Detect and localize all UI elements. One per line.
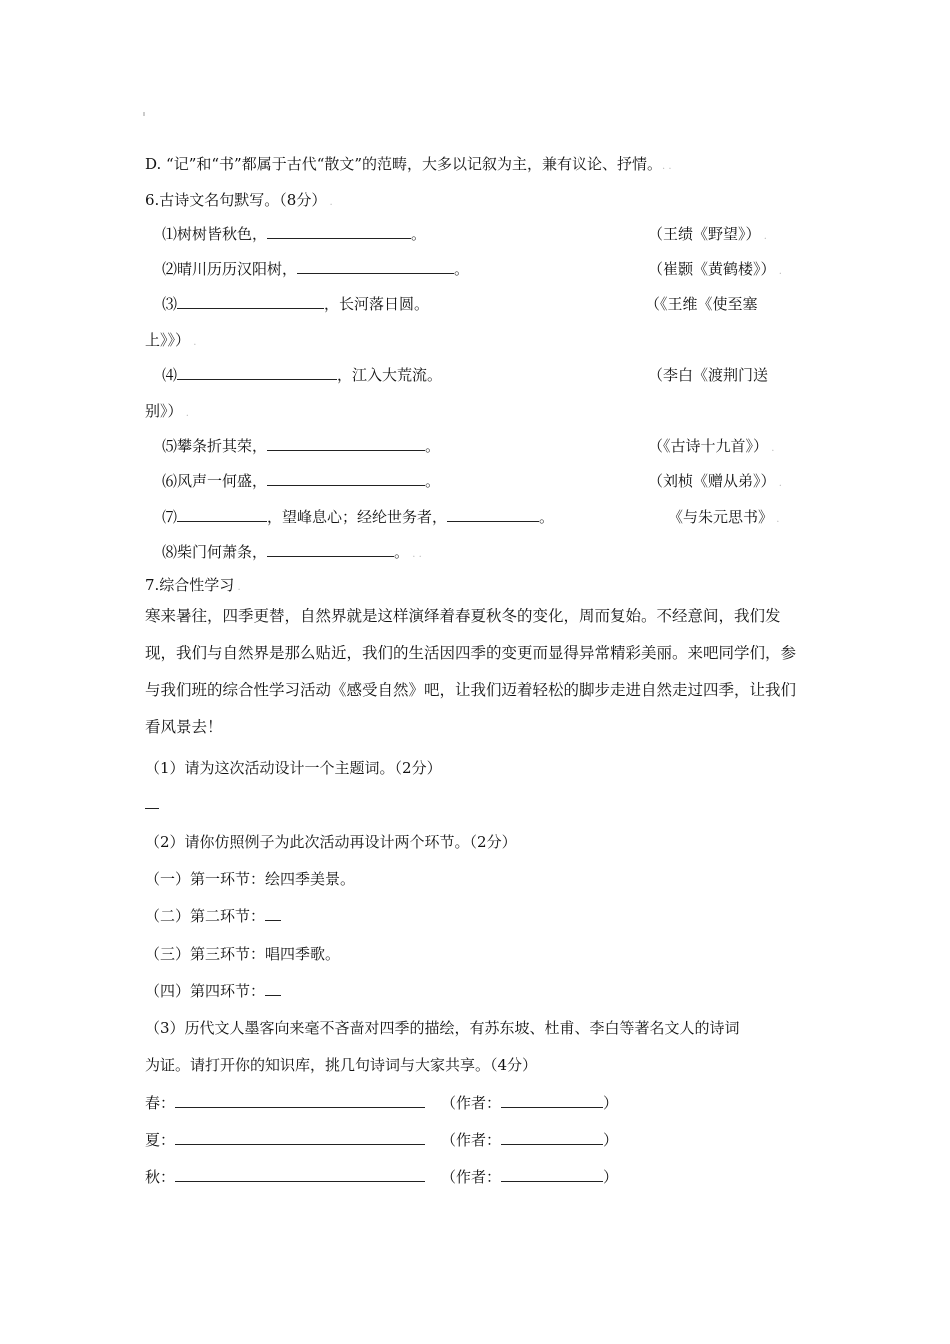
author-blank[interactable]: [501, 1130, 603, 1145]
author-spring: （作者： ）: [441, 1094, 619, 1112]
q6-item-2-source: （崔颢《黄鹤楼》） .: [648, 260, 782, 278]
q6-item-6: ⑹风声一何盛， 。: [162, 472, 441, 490]
poem-blank[interactable]: [175, 1130, 425, 1145]
q6-item-5-source: （《古诗十九首》） .: [648, 437, 775, 455]
season-spring: 春：: [145, 1093, 425, 1113]
q6-item-2: ⑵晴川历历汉阳树， 。: [162, 260, 470, 278]
q7-sub1: （1）请为这次活动设计一个主题词。（2分）: [145, 759, 442, 777]
q7-sub3-line2: 为证。请打开你的知识库，挑几句诗词与大家共享。（4分）: [145, 1056, 538, 1074]
q7-title: 7.综合性学习 .: [145, 576, 241, 594]
q6-item-8: ⑻柴门何萧条， 。 . .: [162, 543, 422, 561]
poem-blank[interactable]: [175, 1093, 425, 1108]
q6-item-4-source: （李白《渡荆门送: [648, 366, 769, 384]
answer-blank[interactable]: [145, 794, 159, 809]
option-d: D. “记”和“书”都属于古代“散文”的范畴，大多以记叙为主，兼有议论、抒情。. .: [145, 155, 672, 173]
author-summer: （作者： ）: [441, 1131, 619, 1149]
q6-item-1: ⑴树树皆秋色， 。: [162, 225, 427, 243]
answer-blank[interactable]: [265, 906, 281, 921]
answer-blank[interactable]: [267, 224, 411, 239]
q6-item-4: ⑷ ，江入大荒流。: [162, 366, 443, 384]
q6-item-1-source: （王绩《野望》） .: [648, 225, 767, 243]
q7-sub2: （2）请你仿照例子为此次活动再设计两个环节。（2分）: [145, 833, 517, 851]
q6-item-6-source: （刘桢《赠从弟》） .: [648, 472, 782, 490]
q6-item-4-source-cont: 别》） .: [145, 402, 189, 420]
page-mark: [143, 112, 145, 116]
answer-blank[interactable]: [177, 294, 324, 309]
q7-step-1: （一）第一环节：绘四季美景。: [145, 870, 356, 888]
q6-item-3-source-cont: 上》》） .: [145, 331, 197, 349]
q6-title: 6.古诗文名句默写。（8分） .: [145, 191, 333, 209]
answer-blank[interactable]: [297, 259, 454, 274]
q7-step-2: （二）第二环节：: [145, 906, 281, 926]
author-blank[interactable]: [501, 1167, 603, 1182]
answer-blank[interactable]: [447, 507, 539, 522]
q7-step-3: （三）第三环节：唱四季歌。: [145, 945, 341, 963]
q6-item-5: ⑸攀条折其荣， 。: [162, 437, 441, 455]
q7-step-4: （四）第四环节：: [145, 981, 281, 1001]
q6-item-3-source: （《王维《使至塞: [645, 295, 758, 313]
answer-blank[interactable]: [267, 471, 425, 486]
answer-blank[interactable]: [177, 365, 337, 380]
q6-item-3: ⑶ ，长河落日圆。: [162, 295, 430, 313]
q7-sub3-line1: （3）历代文人墨客向来毫不吝啬对四季的描绘，有苏东坡、杜甫、李白等著名文人的诗词: [145, 1019, 740, 1037]
season-summer: 夏：: [145, 1130, 425, 1150]
season-autumn: 秋：: [145, 1167, 425, 1187]
answer-blank[interactable]: [265, 981, 281, 996]
poem-blank[interactable]: [175, 1167, 425, 1182]
q6-item-7-source: 《与朱元思书》 .: [668, 508, 780, 526]
author-blank[interactable]: [501, 1093, 603, 1108]
author-autumn: （作者： ）: [441, 1168, 619, 1186]
answer-blank[interactable]: [267, 436, 425, 451]
answer-blank[interactable]: [177, 507, 267, 522]
q7-sub1-answer: [145, 794, 159, 814]
q6-item-7: ⑺ ，望峰息心；经纶世务者， 。: [162, 508, 555, 526]
answer-blank[interactable]: [267, 542, 394, 557]
q7-intro: 寒来暑往，四季更替，自然界就是这样演绎着春夏秋冬的变化，周而复始。不经意间，我们发现，我们与自然界是那么贴近，我们的生活因四季的变更而显得异常精彩美丽。来吧同学们，参与我们班的综合性学习活动《感受自然》吧，让我们迈着轻松的脚步走进自然走过四季，让我们看风景去！: [145, 607, 797, 736]
